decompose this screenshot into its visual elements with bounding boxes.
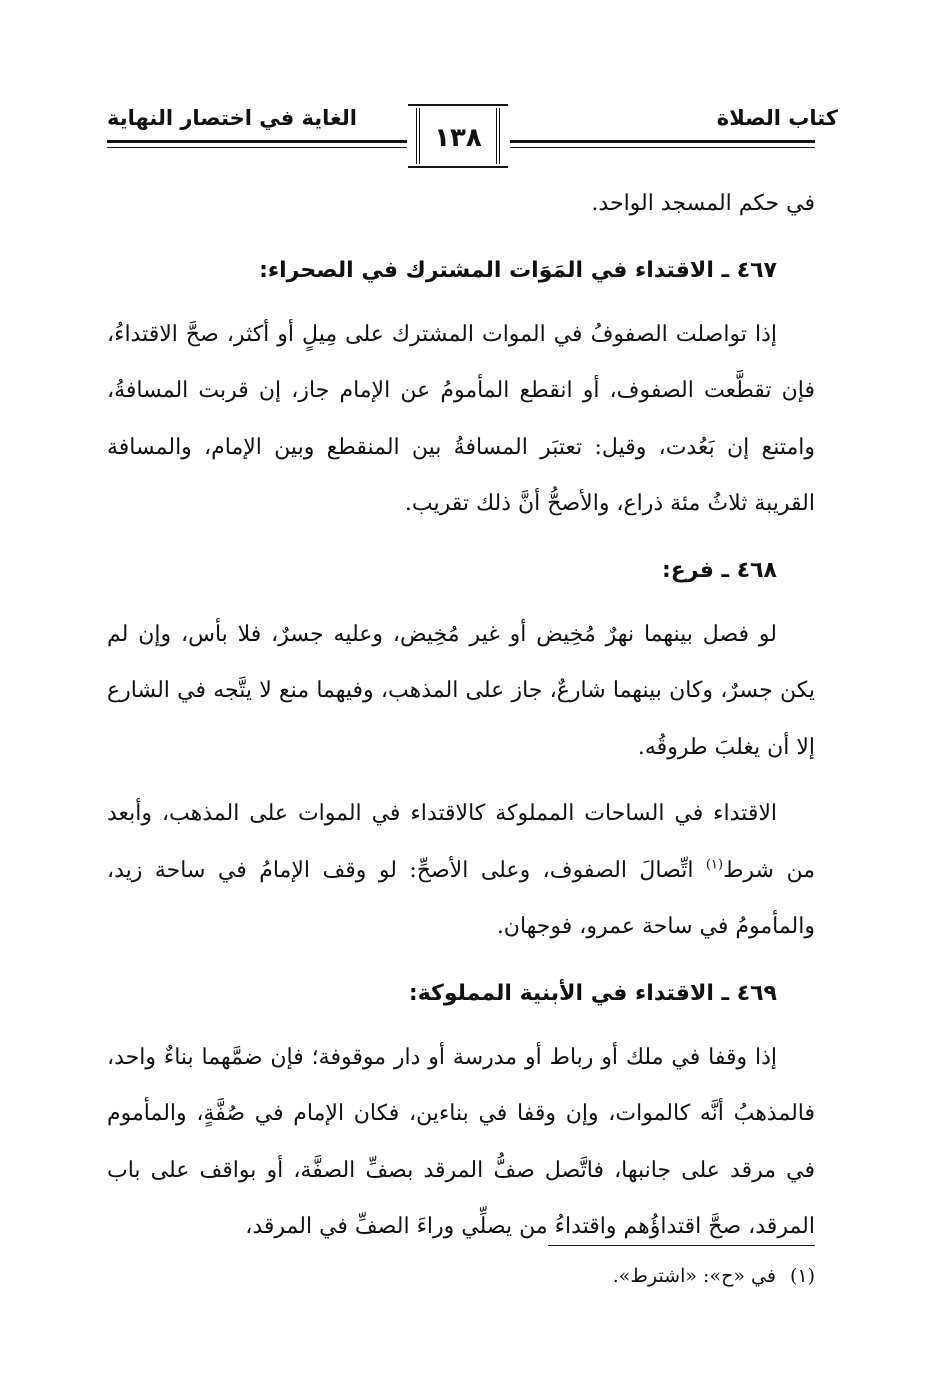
- page-number: ١٣٨: [416, 108, 500, 164]
- header-rule-right: [510, 140, 815, 143]
- footnote-number: (١): [789, 1265, 815, 1287]
- paragraph-continuation: في حكم المسجد الواحد.: [591, 191, 815, 216]
- section-text-469: إذا وقفا في ملك أو رباط أو مدرسة أو دار موقوفة؛ فإن ضمَّهما بناءٌ واحد، فالمذهبُ أنَّه كالموات، وإن وقفا في بناءين، فكان الإمام في صُفَّةٍ، والمأموم في مرقد على جانبها، فاتَّصل صفُّ المرقد بصفِّ الصفَّة، أو بواقف على باب المرقد، صحَّ اقتداؤُهم واقتداءُ من يصلِّي وراءَ الصفِّ في المرقد،: [107, 1044, 816, 1239]
- footnote-separator: [548, 1245, 815, 1246]
- section-heading-469: ٤٦٩ ـ الاقتداء في الأبنية المملوكة:: [408, 980, 777, 1006]
- header-rule-left-thin: [107, 147, 407, 148]
- book-title: الغاية في اختصار النهاية: [107, 106, 357, 130]
- section-heading-467: ٤٦٧ ـ الاقتداء في المَوَات المشترك في الصحراء:: [259, 257, 777, 283]
- section-text-468-b-part2: اتِّصالَ الصفوف، وعلى الأصحِّ: لو وقف الإمامُ في ساحة زيد، والمأمومُ في ساحة عمرو، فوجهان.: [107, 857, 815, 939]
- page-body: [107, 176, 815, 1266]
- header-rule-left: [107, 140, 407, 143]
- section-text-468-b: [107, 786, 815, 956]
- section-text-467: إذا تواصلت الصفوفُ في الموات المشترك على مِيلٍ أو أكثر، صحَّ الاقتداءُ، فإن تقطَّعت الصفوف، أو انقطع المأمومُ عن الإمام جاز، إن قربت المسافةُ، وامتنع إن بَعُدت، وقيل: تعتبَر المسافةُ بين المنقطع وبين الإمام، والمسافة القريبة ثلاثُ مئة ذراع، والأصحُّ أنَّ ذلك تقريب.: [107, 321, 815, 516]
- footnote: [215, 1258, 815, 1294]
- section-text-468-b-part1: الاقتداء في الساحات المملوكة كالاقتداء في الموات على المذهب، وأبعد من شرط: [107, 801, 815, 883]
- header-rule-right-thin: [510, 147, 815, 148]
- footnote-text: في «ح»: «اشترط».: [612, 1265, 776, 1287]
- chapter-title: كتاب الصلاة: [716, 106, 838, 130]
- section-text-468: لو فصل بينهما نهرٌ مُخِيض أو غير مُخِيض، وعليه جسرٌ، فلا بأس، وإن لم يكن جسرٌ، وكان بينهما شارعٌ، جاز على المذهب، وفيهما منع لا يتَّجه في الشارع إلا أن يغلبَ طروقُه.: [107, 621, 815, 760]
- footnote-reference[interactable]: (١): [705, 857, 724, 873]
- section-heading-468: ٤٦٨ ـ فرع:: [661, 557, 777, 583]
